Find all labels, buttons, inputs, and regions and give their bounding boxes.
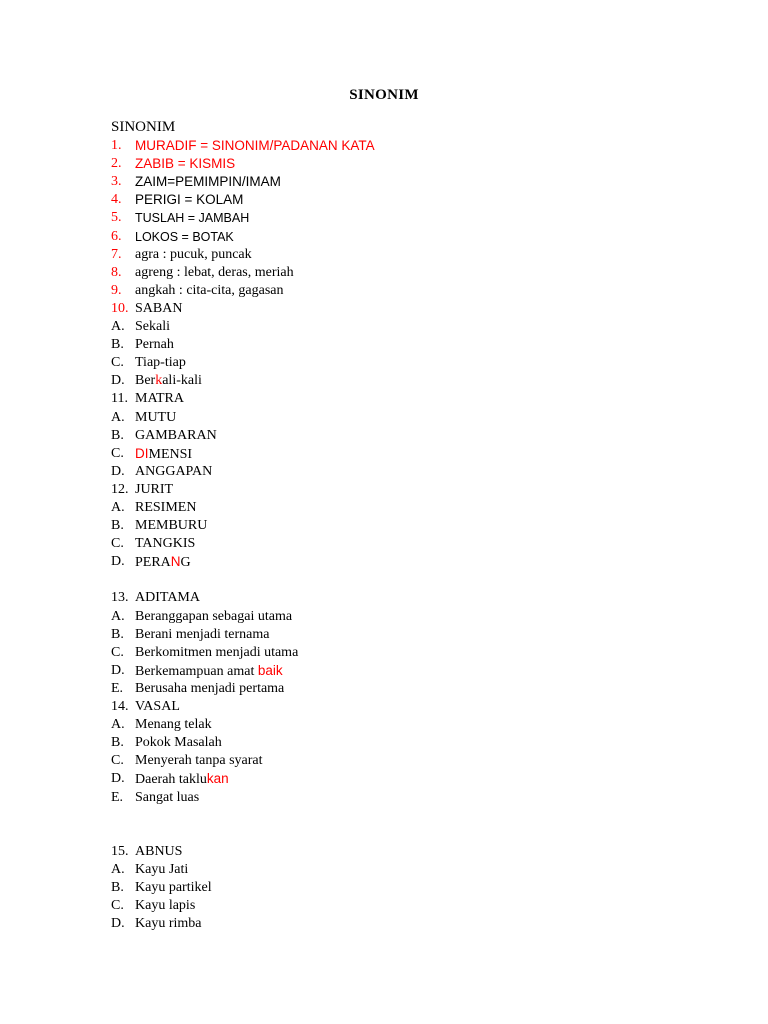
text-segment: Beranggapan sebagai utama — [135, 608, 293, 624]
text-segment: Kayu rimba — [135, 916, 202, 931]
item-label: A. — [111, 409, 125, 425]
item-label: C. — [111, 644, 124, 660]
item-text — [135, 499, 196, 517]
text-segment: Sangat luas — [135, 789, 200, 805]
item-text — [135, 155, 235, 173]
highlighted-text: ZABIB = KISMIS — [135, 156, 236, 172]
item-label: B. — [111, 337, 124, 353]
item-label: 8. — [111, 264, 122, 280]
text-segment: G — [180, 555, 191, 571]
text-segment: Berkomitmen menjadi utama — [135, 644, 299, 660]
text-segment: Daerah taklu — [135, 772, 207, 788]
text-segment: ANGGAPAN — [135, 463, 213, 479]
item-label: B. — [111, 735, 124, 751]
item-text — [135, 463, 212, 481]
highlighted-text: MURADIF = SINONIM/PADANAN KATA — [135, 138, 375, 153]
text-segment: MEMBURU — [135, 518, 208, 534]
item-label: D. — [111, 373, 125, 389]
text-segment: Kayu partikel — [135, 879, 212, 895]
item-label: C. — [111, 897, 124, 913]
item-text — [135, 789, 199, 807]
text-segment: TUSLAH = JAMBAH — [135, 211, 250, 226]
item-text — [135, 300, 182, 318]
item-text — [135, 246, 252, 264]
text-segment: MENSI — [148, 446, 193, 462]
text-segment: Menang telak — [135, 717, 212, 733]
item-text — [135, 861, 188, 879]
item-text — [135, 879, 212, 897]
item-label: 13. — [111, 590, 129, 606]
item-label: C. — [111, 445, 124, 461]
text-segment: angkah : cita-cita, gagasan — [135, 282, 284, 298]
item-text — [135, 228, 234, 246]
item-text — [135, 752, 263, 770]
item-text — [135, 336, 174, 354]
item-label: 3. — [111, 174, 122, 190]
text-segment: Tiap-tiap — [135, 355, 186, 371]
item-text — [135, 390, 184, 408]
item-text — [135, 553, 191, 572]
item-text — [135, 644, 298, 662]
text-segment: RESIMEN — [135, 500, 197, 515]
section-heading: SINONIM — [111, 119, 176, 135]
item-label: D. — [111, 554, 125, 570]
item-text — [135, 481, 173, 499]
text-segment: SABAN — [135, 300, 183, 316]
item-text — [135, 409, 176, 427]
text-segment: agreng : lebat, deras, meriah — [135, 264, 294, 280]
item-text — [135, 209, 249, 227]
item-label: C. — [111, 355, 124, 371]
item-text — [135, 589, 200, 607]
text-segment: ADITAMA — [135, 590, 200, 606]
text-segment: JURIT — [135, 481, 174, 497]
item-text — [135, 608, 292, 626]
item-text — [135, 282, 283, 300]
text-segment: Ber — [135, 373, 156, 389]
item-label: A. — [111, 500, 125, 515]
text-segment: PERIGI = KOLAM — [135, 192, 244, 208]
item-label: 4. — [111, 192, 122, 208]
item-label: 10. — [111, 300, 129, 316]
item-label: A. — [111, 861, 125, 877]
item-text — [135, 734, 222, 752]
text-segment: Berani menjadi ternama — [135, 626, 270, 642]
item-text — [135, 191, 243, 209]
text-segment: GAMBARAN — [135, 427, 217, 443]
item-label: 2. — [111, 156, 122, 172]
item-text — [135, 535, 195, 553]
text-segment: MATRA — [135, 391, 185, 407]
item-label: D. — [111, 771, 125, 787]
item-label: D. — [111, 463, 125, 479]
text-segment: ZAIM=PEMIMPIN/IMAM — [135, 174, 281, 190]
item-label: A. — [111, 717, 125, 733]
item-text — [135, 770, 229, 789]
text-segment: Berusaha menjadi pertama — [135, 680, 285, 696]
text-segment: Kayu lapis — [135, 897, 196, 913]
item-label: B. — [111, 427, 124, 443]
item-label: B. — [111, 626, 124, 642]
text-segment: agra : pucuk, puncak — [135, 246, 252, 262]
item-label: 6. — [111, 228, 122, 244]
item-text — [135, 173, 281, 191]
text-segment: Kayu Jati — [135, 861, 189, 877]
text-segment: MUTU — [135, 409, 177, 425]
item-label: C. — [111, 753, 124, 769]
item-text — [135, 716, 212, 734]
text-segment: ABNUS — [135, 843, 183, 859]
item-text — [135, 662, 283, 681]
text-segment: Pokok Masalah — [135, 735, 222, 751]
item-text — [135, 354, 186, 372]
text-segment: ali-kali — [162, 373, 202, 389]
text-segment: PERA — [135, 555, 171, 571]
text-segment: Berkemampuan amat — [135, 663, 258, 679]
text-segment: TANGKIS — [135, 536, 196, 552]
item-text — [135, 680, 284, 698]
highlighted-text: baik — [257, 662, 283, 678]
item-text — [135, 445, 192, 464]
item-label: 11. — [111, 391, 128, 407]
item-label: B. — [111, 879, 124, 895]
text-segment: VASAL — [135, 699, 180, 714]
item-text — [135, 427, 217, 445]
text-segment: Pernah — [135, 337, 174, 353]
text-segment: Menyerah tanpa syarat — [135, 753, 263, 769]
item-label: 7. — [111, 246, 122, 262]
item-label: 9. — [111, 282, 122, 298]
item-text — [135, 264, 294, 282]
item-label: D. — [111, 916, 125, 931]
item-label: B. — [111, 518, 124, 534]
item-label: E. — [111, 789, 124, 805]
item-label: 5. — [111, 210, 122, 226]
text-segment: Sekali — [135, 319, 170, 334]
text-segment: LOKOS = BOTAK — [135, 229, 234, 244]
item-label: 1. — [111, 138, 122, 153]
highlighted-text: kan — [206, 771, 229, 787]
item-text — [135, 517, 207, 535]
item-label: D. — [111, 662, 125, 678]
item-text — [135, 843, 182, 861]
item-text — [135, 897, 195, 915]
item-text — [135, 372, 202, 390]
item-text — [135, 626, 270, 644]
item-label: 15. — [111, 843, 129, 859]
item-label: A. — [111, 319, 125, 334]
item-text — [135, 318, 170, 336]
item-label: C. — [111, 536, 124, 552]
item-text — [135, 915, 201, 933]
page-title: SINONIM — [349, 87, 419, 103]
item-text — [135, 137, 375, 155]
item-label: E. — [111, 680, 124, 696]
item-label: 14. — [111, 699, 129, 714]
highlighted-text: N — [170, 554, 181, 570]
item-label: A. — [111, 608, 125, 624]
highlighted-text: k — [155, 373, 163, 389]
item-label: 12. — [111, 481, 129, 497]
item-text — [135, 698, 180, 716]
highlighted-text: DI — [135, 445, 149, 461]
